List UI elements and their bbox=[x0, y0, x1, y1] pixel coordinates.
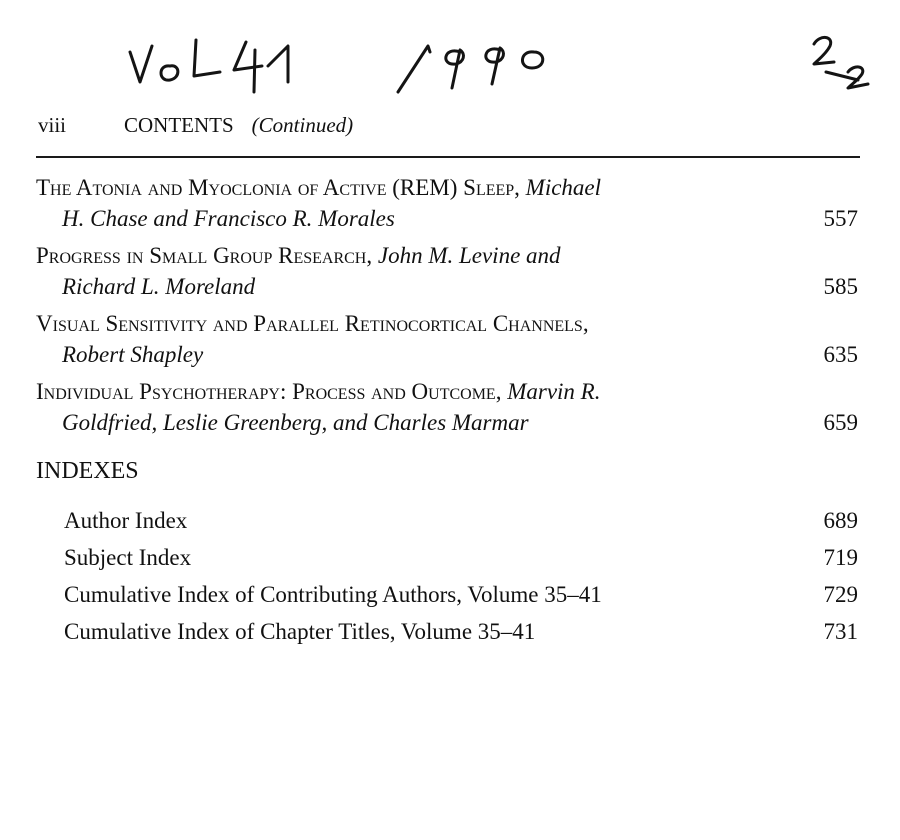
contents-entry bbox=[36, 308, 860, 370]
index-item bbox=[64, 576, 860, 613]
chapter-authors: Marvin R. bbox=[507, 379, 601, 404]
page-number: 731 bbox=[823, 619, 858, 644]
chapter-authors: John M. Levine and bbox=[377, 243, 561, 268]
index-item bbox=[64, 613, 860, 650]
page-number: 557 bbox=[823, 206, 858, 231]
chapter-authors-continued: Robert Shapley bbox=[62, 342, 204, 367]
running-head bbox=[38, 113, 353, 138]
index-label: Cumulative Index of Chapter Titles, Volume 35–41 bbox=[64, 619, 536, 644]
indexes-heading: INDEXES bbox=[36, 458, 139, 484]
chapter-title: Visual Sensitivity and Parallel Retinocortical Channels, bbox=[36, 311, 589, 336]
index-item bbox=[64, 502, 860, 539]
index-item bbox=[64, 539, 860, 576]
contents-heading: CONTENTS bbox=[124, 113, 234, 137]
handwritten-volume-note bbox=[130, 40, 288, 92]
chapter-authors-continued: Richard L. Moreland bbox=[62, 274, 256, 299]
chapter-title: Individual Psychotherapy: Process and Outcome, bbox=[36, 379, 502, 404]
page-folio: viii bbox=[38, 113, 67, 137]
page-number: 635 bbox=[823, 342, 858, 367]
page-number: 689 bbox=[823, 508, 858, 533]
contents-entries bbox=[36, 172, 860, 444]
chapter-title: Progress in Small Group Research, bbox=[36, 243, 373, 268]
index-label: Subject Index bbox=[64, 545, 192, 570]
index-list bbox=[64, 502, 860, 650]
continued-label: (Continued) bbox=[251, 113, 354, 137]
page-number: 659 bbox=[823, 410, 858, 435]
index-label: Cumulative Index of Contributing Authors, Volume 35–41 bbox=[64, 582, 602, 607]
page-number: 729 bbox=[823, 582, 858, 607]
chapter-authors: Michael bbox=[525, 175, 602, 200]
index-label: Author Index bbox=[64, 508, 188, 533]
page-number: 719 bbox=[823, 545, 858, 570]
chapter-title: The Atonia and Myoclonia of Active (REM) Sleep, bbox=[36, 175, 520, 200]
contents-entry bbox=[36, 376, 860, 438]
page-number: 585 bbox=[823, 274, 858, 299]
contents-entry bbox=[36, 240, 860, 302]
chapter-authors-continued: Goldfried, Leslie Greenberg, and Charles Marmar bbox=[62, 410, 529, 435]
chapter-authors-continued: H. Chase and Francisco R. Morales bbox=[62, 206, 395, 231]
contents-entry bbox=[36, 172, 860, 234]
handwritten-annotations bbox=[0, 0, 900, 110]
header-rule bbox=[36, 156, 860, 158]
handwritten-fraction-note bbox=[814, 37, 868, 88]
handwritten-year-note bbox=[398, 46, 543, 92]
